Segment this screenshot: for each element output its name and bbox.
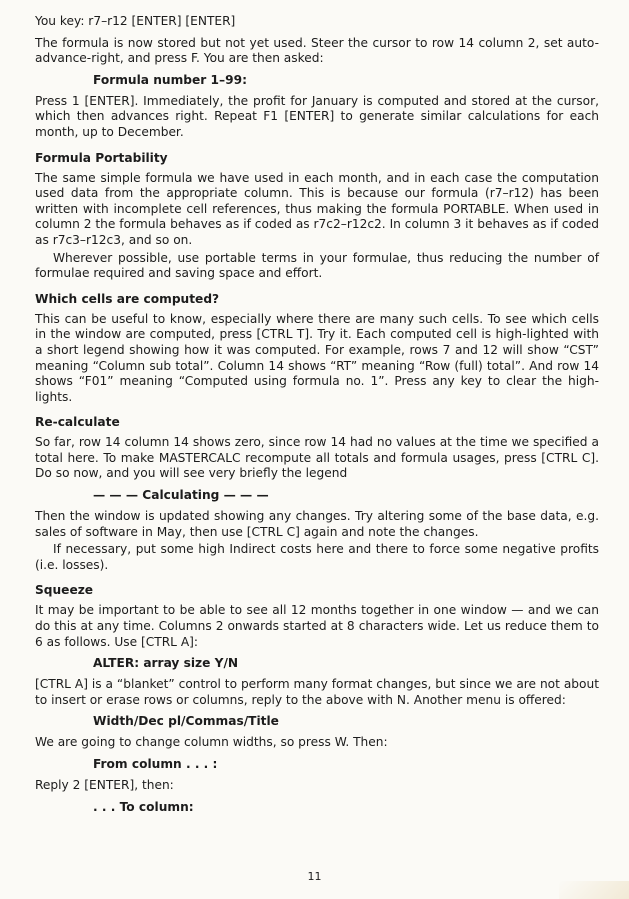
page-body xyxy=(35,14,599,815)
paragraph: Reply 2 [ENTER], then: xyxy=(35,778,174,792)
paragraph: Press 1 [ENTER]. Immediately, the profit for January is computed and stored at the cursor, which then advances right. Repeat F1 [ENTER] to generate similar calculations for each month, up to December. xyxy=(35,93,599,139)
paper-stain xyxy=(559,881,629,899)
paragraph: [CTRL A] is a “blanket” control to perform many format changes, but since we are not about to insert or erase rows or columns, reply to the above with N. Another menu is offered: xyxy=(35,677,599,707)
section-heading: Re-calculate xyxy=(35,415,120,430)
prompt-line: — — — Calculating — — — xyxy=(93,488,269,503)
paragraph: So far, row 14 column 14 shows zero, since row 14 had no values at the time we specified a total here. To make MASTERCALC recompute all totals and formula usages, press [CTRL C]. Do so now, and you will see very briefly the legend xyxy=(35,435,599,481)
paragraph: The formula is now stored but not yet used. Steer the cursor to row 14 column 2, set auto-advance-right, and press F. You are then asked: xyxy=(35,35,599,66)
paragraph: Then the window is updated showing any changes. Try altering some of the base data, e.g. sales of software in May, then use [CTRL C] again and note the changes. xyxy=(35,509,599,539)
paragraph: If necessary, put some high Indirect costs here and there to force some negative profits (i.e. losses). xyxy=(35,542,599,572)
section-heading: Squeeze xyxy=(35,583,94,598)
paragraph: It may be important to be able to see all 12 months together in one window — and we can do this at any time. Columns 2 onwards started at 8 characters wide. Let us reduce them to 6 as follows. Use [CTRL A]: xyxy=(35,603,599,649)
section-heading: Which cells are computed? xyxy=(35,291,220,306)
prompt-line: From column . . . : xyxy=(93,757,218,771)
paragraph: You key: r7–r12 [ENTER] [ENTER] xyxy=(35,14,236,28)
paragraph: Wherever possible, use portable terms in your formulae, thus reducing the number of formulae required and saving space and effort. xyxy=(35,250,599,281)
paragraph: We are going to change column widths, so press W. Then: xyxy=(35,735,388,750)
paragraph: The same simple formula we have used in each month, and in each case the computation used data from the appropriate column. This is because our formula (r7–r12) has been written with incomplete cell references, thus making the formula PORTABLE. When used in column 2 the formula behaves as if coded as r7c2–r12c2. In column 3 it behaves as if coded as r7c3–r12c3, and so on. xyxy=(35,170,599,247)
prompt-line: ALTER: array size Y/N xyxy=(93,656,239,671)
prompt-line: . . . To column: xyxy=(93,799,194,814)
prompt-line: Formula number 1–99: xyxy=(93,72,247,87)
paragraph: This can be useful to know, especially where there are many such cells. To see which cells in the window are computed, press [CTRL T]. Try it. Each computed cell is high-lighted with a short legend showing how it was computed. For example, rows 7 and 12 will show “CST” meaning “Column sub total”. Column 14 shows “RT” meaning “Row (full) total”. And row 14 shows “F01” meaning “Computed using formula no. 1”. Press any key to clear the high-lights. xyxy=(35,311,599,404)
page-number: 11 xyxy=(307,870,322,883)
prompt-line: Width/Dec pl/Commas/Title xyxy=(93,714,279,729)
section-heading: Formula Portability xyxy=(35,150,168,165)
